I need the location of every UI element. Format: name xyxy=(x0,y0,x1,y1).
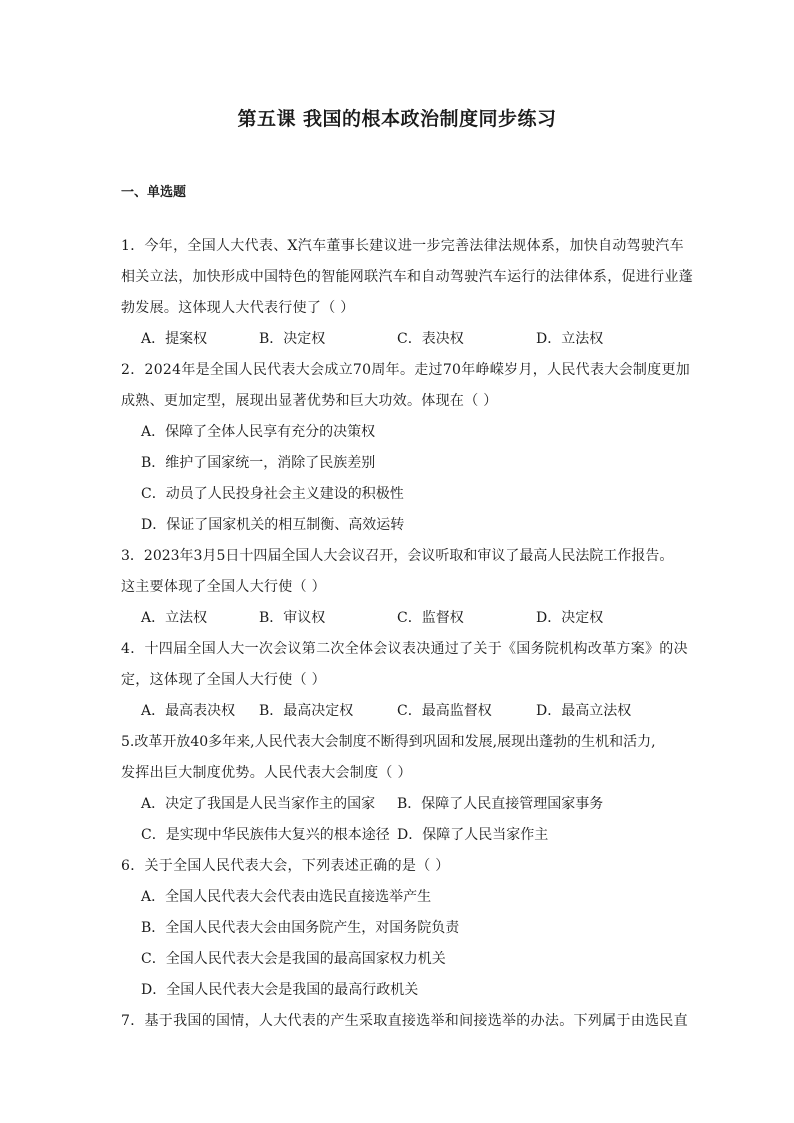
question-5-option-b[interactable]: B．保障了人民直接管理国家事务 xyxy=(397,796,604,812)
question-3-option-a[interactable]: A．立法权 xyxy=(141,610,208,626)
question-6-option-a[interactable]: A．全国人民代表大会代表由选民直接选举产生 xyxy=(141,889,432,905)
question-4-option-c[interactable]: C．最高监督权 xyxy=(397,703,492,719)
question-6-line-1: 6．关于全国人民代表大会，下列表述正确的是（ ） xyxy=(121,858,450,874)
question-1-line-2: 相关立法，加快形成中国特色的智能网联汽车和自动驾驶汽车运行的法律体系，促进行业蓬 xyxy=(121,269,693,285)
question-2-line-2: 成熟、更加定型，展现出显著优势和巨大功效。体现在（ ） xyxy=(121,393,498,409)
question-6-option-d[interactable]: D．全国人民代表大会是我国的最高行政机关 xyxy=(141,982,419,998)
question-7-line-1: 7．基于我国的国情，人大代表的产生采取直接选举和间接选举的办法。下列属于由选民直 xyxy=(121,1013,688,1029)
question-5-option-a[interactable]: A．决定了我国是人民当家作主的国家 xyxy=(141,796,376,812)
question-1-line-3: 勃发展。这体现人大代表行使了（ ） xyxy=(121,300,355,316)
question-1-option-c[interactable]: C．表决权 xyxy=(397,331,464,347)
question-2-option-d[interactable]: D．保证了国家机关的相互制衡、高效运转 xyxy=(141,517,405,533)
question-2-line-1: 2．2024年是全国人民代表大会成立70周年。走过70年峥嵘岁月，人民代表大会制度更加 xyxy=(121,362,691,378)
section-heading: 一、单选题 xyxy=(121,185,187,200)
question-3-line-1: 3．2023年3月5日十四届全国人大会议召开，会议听取和审议了最高人民法院工作报告。 xyxy=(121,548,674,564)
question-4-line-1: 4．十四届全国人大一次会议第二次全体会议表决通过了关于《国务院机构改革方案》的决 xyxy=(121,641,688,657)
question-4-option-b[interactable]: B．最高决定权 xyxy=(259,703,354,719)
question-6-option-b[interactable]: B．全国人民代表大会由国务院产生，对国务院负责 xyxy=(141,920,460,936)
question-5-line-2: 发挥出巨大制度优势。人民代表大会制度（ ） xyxy=(121,765,412,781)
question-2-option-c[interactable]: C．动员了人民投身社会主义建设的积极性 xyxy=(141,486,404,502)
question-5-line-1: 5.改革开放40多年来,人民代表大会制度不断得到巩固和发展,展现出蓬勃的生机和活力, xyxy=(121,734,656,750)
question-4-line-2: 定，这体现了全国人大行使（ ） xyxy=(121,672,326,688)
question-4-option-a[interactable]: A．最高表决权 xyxy=(141,703,236,719)
question-5-option-d[interactable]: D．保障了人民当家作主 xyxy=(397,827,549,843)
question-2-option-a[interactable]: A．保障了全体人民享有充分的决策权 xyxy=(141,424,376,440)
page-title: 第五课 我国的根本政治制度同步练习 xyxy=(237,108,557,130)
question-5-option-c[interactable]: C．是实现中华民族伟大复兴的根本途径 xyxy=(141,827,390,843)
question-4-option-d[interactable]: D．最高立法权 xyxy=(536,703,632,719)
question-3-line-2: 这主要体现了全国人大行使（ ） xyxy=(121,579,326,595)
question-1-option-d[interactable]: D．立法权 xyxy=(536,331,604,347)
question-3-option-b[interactable]: B．审议权 xyxy=(259,610,326,626)
question-6-option-c[interactable]: C．全国人民代表大会是我国的最高国家权力机关 xyxy=(141,951,446,967)
question-3-option-c[interactable]: C．监督权 xyxy=(397,610,464,626)
question-1-line-1: 1．今年，全国人大代表、X汽车董事长建议进一步完善法律法规体系，加快自动驾驶汽车 xyxy=(121,238,684,254)
question-1-option-a[interactable]: A．提案权 xyxy=(141,331,208,347)
question-1-option-b[interactable]: B．决定权 xyxy=(259,331,326,347)
question-3-option-d[interactable]: D．决定权 xyxy=(536,610,604,626)
question-2-option-b[interactable]: B．维护了国家统一，消除了民族差别 xyxy=(141,455,376,471)
